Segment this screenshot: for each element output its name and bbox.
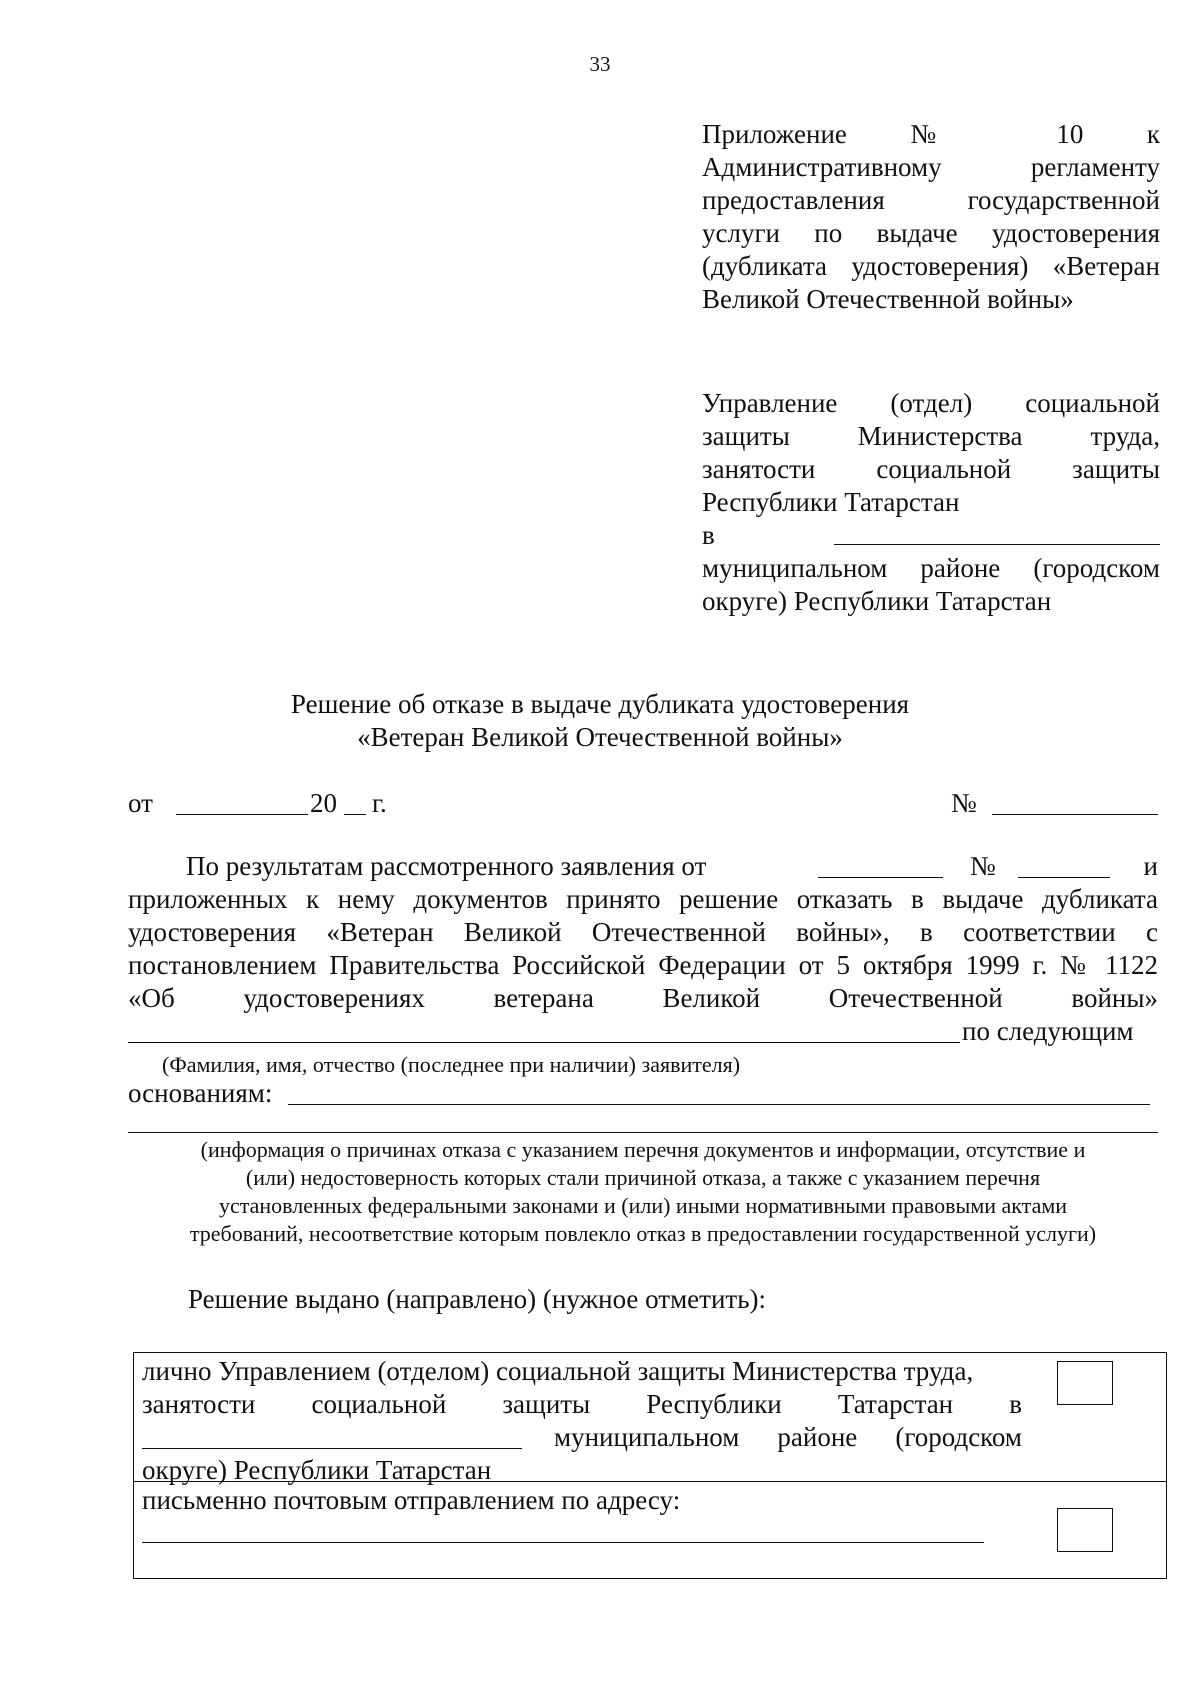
body-line: постановлением Правительства Российской Федерации от 5 октября 1999 г. № 1122 [128,950,1158,980]
district-blank[interactable] [834,544,1160,545]
appendix-line: Приложение № 10 к [702,119,1160,149]
grounds-blank-2[interactable] [128,1132,1158,1133]
option-in-person-checkbox[interactable] [1057,1361,1113,1405]
body-line-1-end: и [1143,851,1158,881]
addressee-block [702,387,1160,618]
body-line: приложенных к нему документов принято решение отказать в выдаче дубликата [128,884,1158,914]
reasons-caption [128,1136,1158,1248]
date-row [128,787,1158,821]
document-title [0,688,1200,754]
addressee-line: округе) Республики Татарстан [702,586,1052,616]
appendix-line: услуги по выдаче удостоверения [702,218,1160,248]
reasons-caption-line: (информация о причинах отказа с указанием перечня документов и информации, отсутствие и [200,1137,1086,1162]
date-from-label: от [128,788,153,818]
date-year-prefix: 20 [310,788,337,818]
option-district-blank[interactable] [142,1448,522,1449]
option-line: муниципальном районе (городском [554,1422,1022,1452]
date-day-month-blank[interactable] [176,814,308,815]
application-date-blank[interactable] [818,877,943,878]
application-number-sign: № [970,851,996,881]
option-mail-address-blank[interactable] [142,1542,984,1543]
issued-label: Решение выдано (направлено) (нужное отметить): [188,1284,767,1314]
application-number-blank[interactable] [1018,877,1110,878]
option-mail-text: письменно почтовым отправлением по адресу: [142,1485,681,1515]
body-line: «Об удостоверениях ветерана Великой Отечественной войны» [128,983,1158,1013]
appendix-line: Великой Отечественной войны» [702,284,1074,314]
addressee-line: муниципальном районе (городском [702,553,1160,583]
title-line-2: «Ветеран Великой Отечественной войны» [357,722,843,752]
body-line: удостоверения «Ветеран Великой Отечественной войны», в соответствии с [128,917,1158,947]
document-number-blank[interactable] [992,814,1158,815]
applicant-name-caption: (Фамилия, имя, отчество (последнее при наличии) заявителя) [162,1052,741,1077]
option-line: занятости социальной защиты Республики Татарстан в [142,1389,1022,1419]
title-line-1: Решение об отказе в выдаче дубликата удостоверения [290,689,910,719]
option-line: лично Управлением (отделом) социальной защиты Министерства труда, [142,1356,974,1386]
number-sign: № [951,788,977,818]
delivery-options-table [133,1352,1167,1579]
option-mail-row [134,1482,1167,1579]
body-paragraph [128,850,1158,1048]
option-in-person-text [142,1355,1022,1487]
appendix-line: предоставления государственной [702,185,1160,215]
reasons-caption-line: (или) недостоверность которых стали причиной отказа, а также с указанием перечня [245,1165,1041,1190]
grounds-blank-1[interactable] [288,1104,1150,1105]
addressee-line: Республики Татарстан [702,487,960,517]
body-line-6-end: по следующим [962,1016,1134,1046]
addressee-line: защиты Министерства труда, [702,421,1160,451]
applicant-name-blank[interactable] [128,1042,960,1043]
option-in-person-row [134,1353,1167,1482]
appendix-line: Административному регламенту [702,152,1160,182]
appendix-line: (дубликата удостоверения) «Ветеран [702,251,1160,281]
appendix-block [702,118,1160,316]
grounds-row [128,1077,1158,1110]
date-year-suffix: г. [372,788,387,818]
addressee-line: Управление (отдел) социальной [702,388,1160,418]
reasons-caption-line: установленных федеральными законами и (или) иными нормативными правовыми актами [218,1193,1068,1218]
option-line: округе) Республики Татарстан [142,1455,492,1485]
reasons-caption-line: требований, несоответствие которым повлекло отказ в предоставлении государственной услуги) [189,1221,1097,1246]
addressee-in-prefix: в [702,520,715,550]
body-line-1-start: По результатам рассмотренного заявления от [186,851,707,881]
date-year-blank[interactable] [344,814,366,815]
option-mail-checkbox[interactable] [1057,1508,1113,1552]
grounds-label: основаниям: [128,1078,273,1108]
addressee-line: занятости социальной защиты [702,454,1160,484]
page-number: 33 [589,52,611,76]
